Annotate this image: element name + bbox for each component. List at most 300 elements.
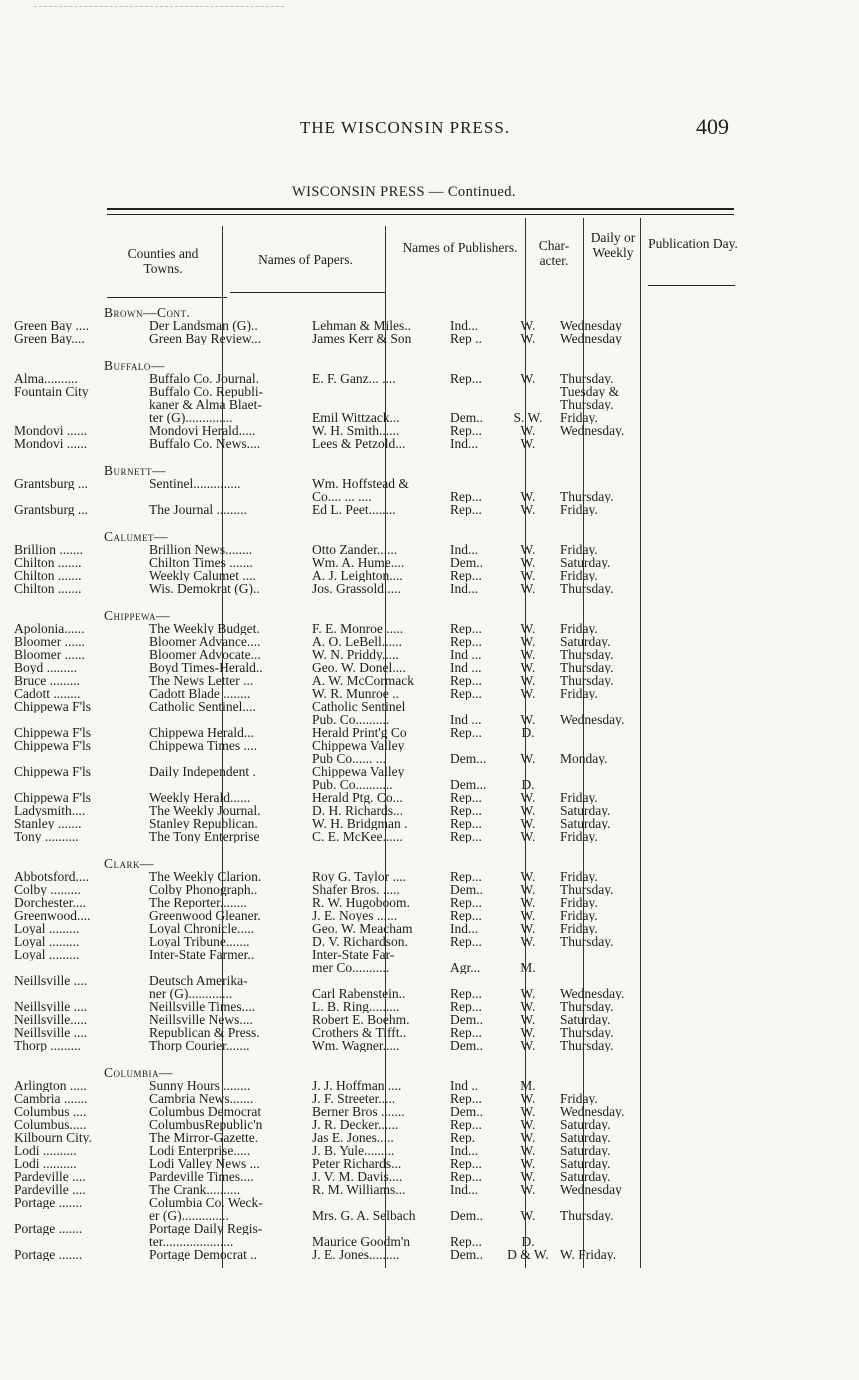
county-group (0, 1066, 859, 1261)
town-cell: Grantsburg ... (14, 477, 88, 490)
table-row (0, 490, 859, 503)
publication-day-cell: Thursday. (560, 674, 614, 687)
page-number: 409 (696, 114, 729, 139)
town-cell: Cambria ....... (14, 1092, 88, 1105)
town-cell: Loyal ......... (14, 922, 80, 935)
paper-name-cell (146, 713, 309, 726)
table-row (0, 635, 859, 648)
publisher-cell: J. E. Noyes ...... (312, 909, 398, 922)
town-cell: Chippewa F'ls (14, 700, 92, 713)
daily-weekly-cell (500, 385, 556, 398)
town-cell: Neillsville..... (14, 1013, 88, 1026)
publication-day-cell: Thursday. (560, 648, 614, 661)
town-cell (0, 1209, 146, 1222)
publication-day-cell: Friday. (560, 543, 598, 556)
table-row (0, 830, 859, 843)
paper-name-cell: Thorp Courier....... (149, 1039, 250, 1052)
publisher-cell (309, 974, 446, 987)
table-row (0, 385, 859, 398)
publisher-cell: Pub. Co.......... (312, 713, 390, 726)
daily-weekly-cell: W. (520, 569, 536, 582)
table-row (0, 1105, 859, 1118)
town-cell: Portage ....... (14, 1222, 83, 1235)
character-cell: Ind .. (450, 1079, 479, 1092)
town-cell: Portage ....... (14, 1196, 83, 1209)
paper-name-cell: Colby Phonograph.. (149, 883, 258, 896)
character-cell: Dem.. (450, 1105, 483, 1118)
character-cell (446, 974, 500, 987)
county-group (0, 609, 859, 843)
paper-name-cell: ner (G)............. (149, 987, 233, 1000)
publisher-cell: Otto Zander...... (312, 543, 398, 556)
publication-day-cell: Saturday. (560, 1013, 611, 1026)
town-cell: Bruce ......... (14, 674, 80, 687)
publisher-cell: J. R. Decker...... (312, 1118, 399, 1131)
table-row (0, 870, 859, 883)
page-top-rule (34, 6, 284, 7)
character-cell: Dem.. (450, 1209, 483, 1222)
paper-name-cell: The Reporter........ (149, 896, 247, 909)
publication-day-cell: W. Friday. (560, 1248, 616, 1261)
table-row (0, 687, 859, 700)
publication-day-cell (556, 765, 676, 778)
paper-name-cell: Daily Independent . (149, 765, 256, 778)
character-cell: Rep... (450, 635, 482, 648)
publication-day-cell: Saturday. (560, 1131, 611, 1144)
town-cell: Pardeville .... (14, 1170, 86, 1183)
paper-name-cell: ter (G).............. (149, 411, 233, 424)
paper-name-cell: Loyal Tribune....... (149, 935, 250, 948)
paper-name-cell: Portage Democrat .. (149, 1248, 257, 1261)
table-row (0, 1144, 859, 1157)
publication-day-cell: Thursday. (560, 372, 614, 385)
daily-weekly-cell: W. (520, 1118, 536, 1131)
town-cell: Fountain City (14, 385, 89, 398)
town-cell: Stanley ....... (14, 817, 82, 830)
paper-name-cell: Mondovi Herald..... (149, 424, 256, 437)
paper-name-cell: Neillsville News.... (149, 1013, 253, 1026)
publication-day-cell: Saturday. (560, 556, 611, 569)
publisher-cell: A. W. McCormack (312, 674, 414, 687)
publisher-cell: Carl Rabenstein.. (312, 987, 406, 1000)
paper-name-cell: Weekly Calumet .... (149, 569, 256, 582)
paper-name-cell: The Crank.......... (149, 1183, 241, 1196)
paper-name-cell: Neillsville Times.... (149, 1000, 256, 1013)
daily-weekly-cell (500, 765, 556, 778)
header-county: Counties and Towns. (127, 246, 199, 276)
table-subtitle: WISCONSIN PRESS — Continued. (292, 184, 516, 200)
character-cell (446, 765, 500, 778)
character-cell: Rep. (450, 1131, 476, 1144)
table-row (0, 804, 859, 817)
town-cell: Pardeville .... (14, 1183, 86, 1196)
county-name: Columbia— (104, 1066, 174, 1079)
table-row (0, 1209, 859, 1222)
daily-weekly-cell: S. W. (513, 411, 543, 424)
daily-weekly-cell: W. (520, 1131, 536, 1144)
daily-weekly-cell: W. (520, 556, 536, 569)
daily-weekly-cell: W. (520, 674, 536, 687)
publication-day-cell: Friday. (560, 569, 598, 582)
daily-weekly-cell (500, 948, 556, 961)
character-cell (446, 398, 500, 411)
character-cell: Rep .. (450, 332, 482, 345)
publication-day-cell: Thursday. (560, 935, 614, 948)
character-cell: Dem.. (450, 411, 483, 424)
town-cell: Arlington ..... (14, 1079, 87, 1092)
publisher-cell: Jas E. Jones..... (312, 1131, 394, 1144)
town-cell (0, 398, 146, 411)
paper-name-cell: Inter-State Farmer.. (149, 948, 255, 961)
town-cell: Apolonia...... (14, 622, 85, 635)
paper-name-cell: Columbia Co. Weck- (149, 1196, 263, 1209)
publisher-cell: Mrs. G. A. Selbach (312, 1209, 416, 1222)
character-cell: Rep... (450, 726, 482, 739)
daily-weekly-cell (500, 398, 556, 411)
publication-day-cell: Thursday. (560, 1000, 614, 1013)
daily-weekly-cell: W. (520, 830, 536, 843)
town-cell: Kilbourn City. (14, 1131, 92, 1144)
daily-weekly-cell: W. (520, 1209, 536, 1222)
paper-name-cell: Lodi Valley News ... (149, 1157, 260, 1170)
county-name: Brown—Cont. (104, 306, 191, 319)
paper-name-cell: Cambria News....... (149, 1092, 254, 1105)
town-cell: Portage ....... (14, 1248, 83, 1261)
character-cell: Rep... (450, 896, 482, 909)
paper-name-cell: Portage Daily Regis- (149, 1222, 263, 1235)
table-row (0, 424, 859, 437)
town-cell: Grantsburg ... (14, 503, 88, 516)
publication-day-cell: Wednesday. (560, 713, 625, 726)
publication-day-cell: Friday. (560, 503, 598, 516)
character-cell (446, 948, 500, 961)
character-cell: Dem.. (450, 556, 483, 569)
town-cell: Bloomer ...... (14, 635, 85, 648)
publication-day-cell: Saturday. (560, 817, 611, 830)
table-row (0, 477, 859, 490)
county-heading-row (0, 464, 859, 477)
publisher-cell: Wm. Hoffstead & (312, 477, 409, 490)
character-cell: Rep... (450, 817, 482, 830)
publisher-cell: D. H. Richards... (312, 804, 404, 817)
publication-day-cell: Friday. (560, 1092, 598, 1105)
town-cell: Chilton ....... (14, 556, 82, 569)
daily-weekly-cell: W. (520, 883, 536, 896)
daily-weekly-cell: D. (521, 726, 535, 739)
publisher-cell: Berner Bros ....... (312, 1105, 405, 1118)
county-heading-row (0, 306, 859, 319)
character-cell: Dem... (450, 752, 487, 765)
publisher-cell (309, 1222, 446, 1235)
table-row (0, 648, 859, 661)
town-cell: Green Bay.... (14, 332, 85, 345)
table-row (0, 713, 859, 726)
publisher-cell: Pub Co...... ... (312, 752, 386, 765)
publisher-cell: Crothers & Tifft.. (312, 1026, 407, 1039)
town-cell (0, 713, 146, 726)
table-row (0, 935, 859, 948)
town-cell: Lodi .......... (14, 1144, 77, 1157)
character-cell: Rep... (450, 569, 482, 582)
table-row (0, 1235, 859, 1248)
town-cell: Alma.......... (14, 372, 78, 385)
paper-name-cell: Columbus Democrat (149, 1105, 262, 1118)
town-cell (0, 961, 146, 974)
publication-day-cell (556, 739, 676, 752)
table-row (0, 896, 859, 909)
publication-day-cell: Thursday. (560, 1026, 614, 1039)
publisher-cell: W. H. Smith...... (312, 424, 400, 437)
paper-name-cell (146, 961, 309, 974)
daily-weekly-cell: W. (520, 987, 536, 1000)
publisher-cell: Wm. A. Hume.... (312, 556, 405, 569)
daily-weekly-cell: W. (520, 817, 536, 830)
publication-day-cell: Wednesday. (560, 1105, 625, 1118)
daily-weekly-cell: W. (520, 648, 536, 661)
paper-name-cell: The Weekly Budget. (149, 622, 260, 635)
town-cell: Columbus..... (14, 1118, 87, 1131)
table-row (0, 543, 859, 556)
town-cell (0, 490, 146, 503)
daily-weekly-cell: W. (520, 543, 536, 556)
town-cell: Abbotsford.... (14, 870, 89, 883)
publication-day-cell: Saturday. (560, 804, 611, 817)
town-cell: Loyal ......... (14, 935, 80, 948)
publication-day-cell: Friday. (560, 411, 598, 424)
daily-weekly-cell: W. (520, 791, 536, 804)
publication-day-cell: Saturday. (560, 1118, 611, 1131)
paper-name-cell: Stanley Republican. (149, 817, 258, 830)
town-cell: Boyd ......... (14, 661, 78, 674)
publication-day-cell: Saturday. (560, 1144, 611, 1157)
publisher-cell: J. F. Streeter..... (312, 1092, 396, 1105)
paper-name-cell (146, 778, 309, 791)
county-name: Calumet— (104, 530, 168, 543)
character-cell (446, 739, 500, 752)
character-cell: Rep... (450, 909, 482, 922)
table-row (0, 909, 859, 922)
paper-name-cell: Bloomer Advance.... (149, 635, 261, 648)
character-cell: Rep... (450, 1092, 482, 1105)
table-row (0, 372, 859, 385)
running-title: THE WISCONSIN PRESS. (300, 118, 511, 137)
publisher-cell (309, 398, 446, 411)
publication-day-cell: Friday. (560, 622, 598, 635)
publication-day-cell: Thursday. (560, 398, 614, 411)
character-cell: Ind... (450, 543, 479, 556)
daily-weekly-cell: W. (520, 1013, 536, 1026)
header-bottom-rule-3 (648, 285, 735, 286)
town-cell: Chippewa F'ls (14, 726, 92, 739)
character-cell: Rep... (450, 987, 482, 1000)
paper-name-cell: Chippewa Herald... (149, 726, 254, 739)
table-row (0, 332, 859, 345)
town-cell: Chilton ....... (14, 582, 82, 595)
daily-weekly-cell: W. (520, 1092, 536, 1105)
publication-day-cell: Saturday. (560, 635, 611, 648)
header-publication-day: Publication Day. (648, 236, 738, 251)
publication-day-cell: Saturday. (560, 1170, 611, 1183)
daily-weekly-cell: W. (520, 332, 536, 345)
character-cell: Rep... (450, 804, 482, 817)
paper-name-cell: ColumbusRepublic'n (149, 1118, 263, 1131)
publisher-cell: C. E. McKee...... (312, 830, 403, 843)
table-row (0, 778, 859, 791)
character-cell: Rep... (450, 1118, 482, 1131)
character-cell: Ind... (450, 582, 479, 595)
paper-name-cell: Bloomer Advocate... (149, 648, 261, 661)
town-cell: Green Bay .... (14, 319, 89, 332)
town-cell: Neillsville .... (14, 974, 88, 987)
county-heading-row (0, 359, 859, 372)
publisher-cell: Chippewa Valley (312, 739, 405, 752)
town-cell: Thorp ......... (14, 1039, 81, 1052)
table-row (0, 1131, 859, 1144)
town-cell: Chippewa F'ls (14, 739, 92, 752)
header-daily-weekly: Daily or Weekly (590, 230, 636, 260)
paper-name-cell: The Weekly Clarion. (149, 870, 262, 883)
town-cell: Cadott ........ (14, 687, 81, 700)
table-row (0, 1026, 859, 1039)
paper-name-cell: The Tony Enterprise (149, 830, 260, 843)
publisher-cell: Lehman & Miles.. (312, 319, 411, 332)
character-cell (446, 700, 500, 713)
character-cell: Rep... (450, 1170, 482, 1183)
paper-name-cell: Greenwood Gleaner. (149, 909, 261, 922)
town-cell: Loyal ......... (14, 948, 80, 961)
table-row (0, 569, 859, 582)
publication-day-cell (556, 1235, 676, 1248)
table-row (0, 1222, 859, 1235)
character-cell (446, 1222, 500, 1235)
publisher-cell: Herald Print'g Co (312, 726, 407, 739)
daily-weekly-cell: W. (520, 1157, 536, 1170)
table-row (0, 1092, 859, 1105)
paper-name-cell: Loyal Chronicle..... (149, 922, 254, 935)
county-group (0, 359, 859, 450)
character-cell: Rep... (450, 1235, 482, 1248)
paper-name-cell: The Journal ......... (149, 503, 247, 516)
character-cell (446, 1196, 500, 1209)
town-cell: Chilton ....... (14, 569, 82, 582)
character-cell: Rep... (450, 1157, 482, 1170)
header-bottom-rule (107, 297, 227, 298)
town-cell: Mondovi ...... (14, 424, 88, 437)
town-cell: Neillsville .... (14, 1026, 88, 1039)
character-cell: Agr... (450, 961, 481, 974)
paper-name-cell: The Weekly Journal. (149, 804, 261, 817)
daily-weekly-cell: W. (520, 1183, 536, 1196)
publication-day-cell: Wednesday (560, 319, 622, 332)
publisher-cell: Lees & Petzold... (312, 437, 406, 450)
daily-weekly-cell (500, 1196, 556, 1209)
paper-name-cell: Buffalo Co. Republi- (149, 385, 264, 398)
publisher-cell: E. F. Ganz... .... (312, 372, 396, 385)
table-row (0, 974, 859, 987)
paper-name-cell: Sentinel.............. (149, 477, 241, 490)
paper-name-cell: er (G).............. (149, 1209, 229, 1222)
publication-day-cell (556, 778, 676, 791)
publication-day-cell (556, 437, 676, 450)
publisher-cell: Jos. Grassold..... (312, 582, 401, 595)
character-cell: Ind ... (450, 661, 482, 674)
table-row (0, 752, 859, 765)
publisher-cell: mer Co........... (312, 961, 390, 974)
paper-name-cell (146, 752, 309, 765)
daily-weekly-cell: W. (520, 870, 536, 883)
publisher-cell: Emil Wittzack... (312, 411, 400, 424)
character-cell (446, 385, 500, 398)
table-top-rule (107, 208, 734, 210)
publisher-cell: D. V. Richardson. (312, 935, 408, 948)
publisher-cell: Pub. Co........... (312, 778, 393, 791)
table-row (0, 700, 859, 713)
daily-weekly-cell: W. (520, 582, 536, 595)
publisher-cell: Peter Richards... (312, 1157, 402, 1170)
table-row (0, 661, 859, 674)
table-row (0, 437, 859, 450)
daily-weekly-cell: W. (520, 687, 536, 700)
town-cell (0, 1235, 146, 1248)
daily-weekly-cell: W. (520, 896, 536, 909)
town-cell: Colby ......... (14, 883, 81, 896)
publisher-cell: James Kerr & Son (312, 332, 412, 345)
town-cell (0, 778, 146, 791)
publisher-cell: Robert E. Boehm. (312, 1013, 410, 1026)
publisher-cell: Shafer Bros. ..... (312, 883, 400, 896)
daily-weekly-cell: D. (521, 778, 535, 791)
publisher-cell: Inter-State Far- (312, 948, 395, 961)
paper-name-cell: Chilton Times ....... (149, 556, 253, 569)
table-row (0, 398, 859, 411)
character-cell: Rep... (450, 830, 482, 843)
publisher-cell: Catholic Sentinel (312, 700, 406, 713)
daily-weekly-cell (500, 974, 556, 987)
publisher-cell: Geo. W. Donel.... (312, 661, 406, 674)
town-cell: Chippewa F'ls (14, 765, 92, 778)
character-cell: Rep... (450, 1000, 482, 1013)
table-row (0, 1013, 859, 1026)
daily-weekly-cell: W. (520, 1105, 536, 1118)
daily-weekly-cell: D & W. (507, 1248, 549, 1261)
town-cell: Brillion ....... (14, 543, 84, 556)
daily-weekly-cell: W. (520, 909, 536, 922)
character-cell: Rep... (450, 503, 482, 516)
character-cell: Rep... (450, 870, 482, 883)
publisher-cell: W. N. Priddy..... (312, 648, 399, 661)
publication-day-cell: Wednesday (560, 1183, 622, 1196)
publication-day-cell (556, 1222, 676, 1235)
paper-name-cell: Catholic Sentinel.... (149, 700, 256, 713)
daily-weekly-cell: W. (520, 1026, 536, 1039)
publisher-cell: Roy G. Taylor .... (312, 870, 407, 883)
daily-weekly-cell: W. (520, 372, 536, 385)
publisher-cell (309, 1196, 446, 1209)
table-row (0, 503, 859, 516)
publication-day-cell: Monday. (560, 752, 608, 765)
daily-weekly-cell: W. (520, 1144, 536, 1157)
paper-name-cell: Buffalo Co. News.... (149, 437, 261, 450)
paper-name-cell (146, 490, 309, 503)
town-cell (0, 987, 146, 1000)
county-name: Buffalo— (104, 359, 165, 372)
header-character: Char- acter. (538, 238, 570, 268)
daily-weekly-cell: W. (520, 922, 536, 935)
character-cell: Rep... (450, 622, 482, 635)
table-row (0, 1183, 859, 1196)
table-row (0, 791, 859, 804)
publisher-cell: R. M. Williams... (312, 1183, 406, 1196)
